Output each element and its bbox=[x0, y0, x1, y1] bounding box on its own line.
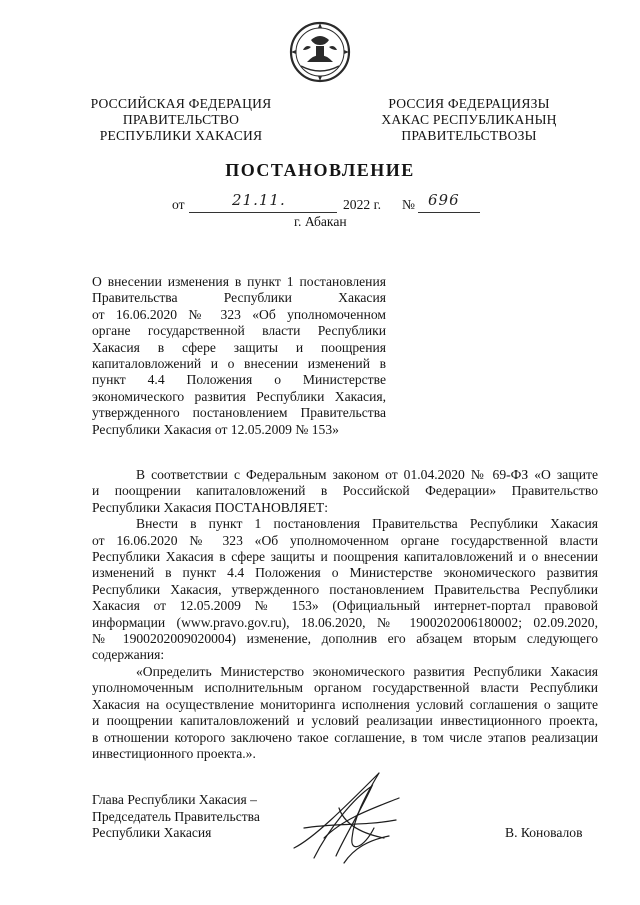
body-line: Республики Хакасия в сфере защиты и поощрения капиталовложений и о внесении bbox=[92, 549, 598, 565]
header-right-line: ПРАВИТЕЛЬСТВОЗЫ bbox=[401, 128, 537, 143]
body-line: от 16.06.2020 № 323 «Об уполномоченном органе государственной власти bbox=[92, 532, 598, 548]
document-body bbox=[92, 467, 598, 762]
body-line: содержания: bbox=[92, 647, 165, 663]
subject-line: пункт 4.4 Положения о Министерстве bbox=[92, 372, 386, 388]
subject-line: Правительства Республики Хакасия bbox=[92, 290, 386, 306]
header-right-line: РОССИЯ ФЕДЕРАЦИЯЗЫ bbox=[388, 96, 550, 111]
date-from-label: от bbox=[172, 197, 185, 212]
subject-line: от 16.06.2020 № 323 «Об уполномоченном bbox=[92, 306, 386, 322]
signatory-line: Глава Республики Хакасия – bbox=[92, 792, 257, 807]
signatory-line: Председатель Правительства bbox=[92, 808, 260, 824]
signatory-line: Республики Хакасия bbox=[92, 825, 212, 841]
body-line: «Определить Министерство экономического развития Республики Хакасия bbox=[136, 663, 598, 679]
subject-line: Хакасия в сфере защиты и поощрения bbox=[92, 339, 386, 355]
subject-line: капиталовложений и о внесении изменений в bbox=[92, 356, 386, 372]
body-line: и поощрении капиталовложений в Российской Федерации» Правительство bbox=[92, 483, 598, 499]
subject-line: О внесении изменения в пункт 1 постановления bbox=[92, 274, 386, 289]
header-left bbox=[66, 96, 296, 144]
header-left-line: РОССИЙСКАЯ ФЕДЕРАЦИЯ bbox=[90, 96, 272, 111]
body-line: в отношении которого заключено такое соглашение, в том числе этапов реализации bbox=[92, 729, 598, 745]
body-line: Республики Хакасия, утвержденного постановлением Правительства Республики bbox=[92, 581, 598, 597]
header-right-line: ХАКАС РЕСПУБЛИКАНЫҢ bbox=[381, 112, 557, 127]
document-title: ПОСТАНОВЛЕНИЕ bbox=[225, 160, 415, 180]
body-line: Республики Хакасия ПОСТАНОВЛЯЕТ: bbox=[92, 499, 328, 515]
subject-line: утвержденного постановлением Правительства bbox=[92, 405, 386, 421]
date-handwritten: 21.11. bbox=[232, 191, 286, 209]
signatory-position bbox=[92, 792, 260, 842]
signatory-name: В. Коновалов bbox=[505, 825, 583, 840]
body-line: № 1900202009020004) изменение, дополнив его абзацем вторым следующего bbox=[92, 631, 598, 647]
number-label: № bbox=[402, 197, 415, 212]
body-line: Внести в пункт 1 постановления Правительства Республики Хакасия bbox=[136, 516, 598, 532]
subject-line: органе государственной власти Республики bbox=[92, 323, 386, 339]
city: г. Абакан bbox=[294, 214, 347, 229]
body-line: и поощрении капиталовложений и условий реализации инвестиционного проекта, bbox=[92, 713, 598, 729]
body-line: Хакасия на осуществление мониторинга исполнения условий соглашения о защите bbox=[92, 696, 598, 712]
body-line: инвестиционного проекта.». bbox=[92, 745, 256, 761]
year-label: 2022 г. bbox=[343, 197, 382, 212]
header-left-line: ПРАВИТЕЛЬСТВО bbox=[122, 112, 240, 127]
body-line: В соответствии с Федеральным законом от 01.04.2020 № 69-ФЗ «О защите bbox=[136, 467, 598, 482]
subject-line: Республики Хакасия от 12.05.2009 № 153» bbox=[92, 421, 339, 437]
body-line: Хакасия от 12.05.2009 № 153» (Официальный интернет-портал правовой bbox=[92, 598, 598, 614]
header-left-line: РЕСПУБЛИКИ ХАКАСИЯ bbox=[99, 128, 263, 143]
body-line: уполномоченным исполнительным органом государственной власти Республики bbox=[92, 680, 598, 696]
header-right bbox=[354, 96, 584, 144]
handwritten-signature-icon bbox=[284, 768, 404, 868]
number-handwritten: 696 bbox=[428, 191, 460, 209]
body-line: изменений в пункт 4.4 Положения о Министерстве экономического развития bbox=[92, 565, 598, 581]
subject-line: экономического развития Республики Хакасия, bbox=[92, 388, 386, 404]
coat-of-arms-icon bbox=[289, 20, 351, 84]
subject-block bbox=[92, 274, 386, 438]
body-line: информации (www.pravo.gov.ru), 18.06.2020, № 1900202006180002; 02.09.2020, bbox=[92, 614, 598, 630]
